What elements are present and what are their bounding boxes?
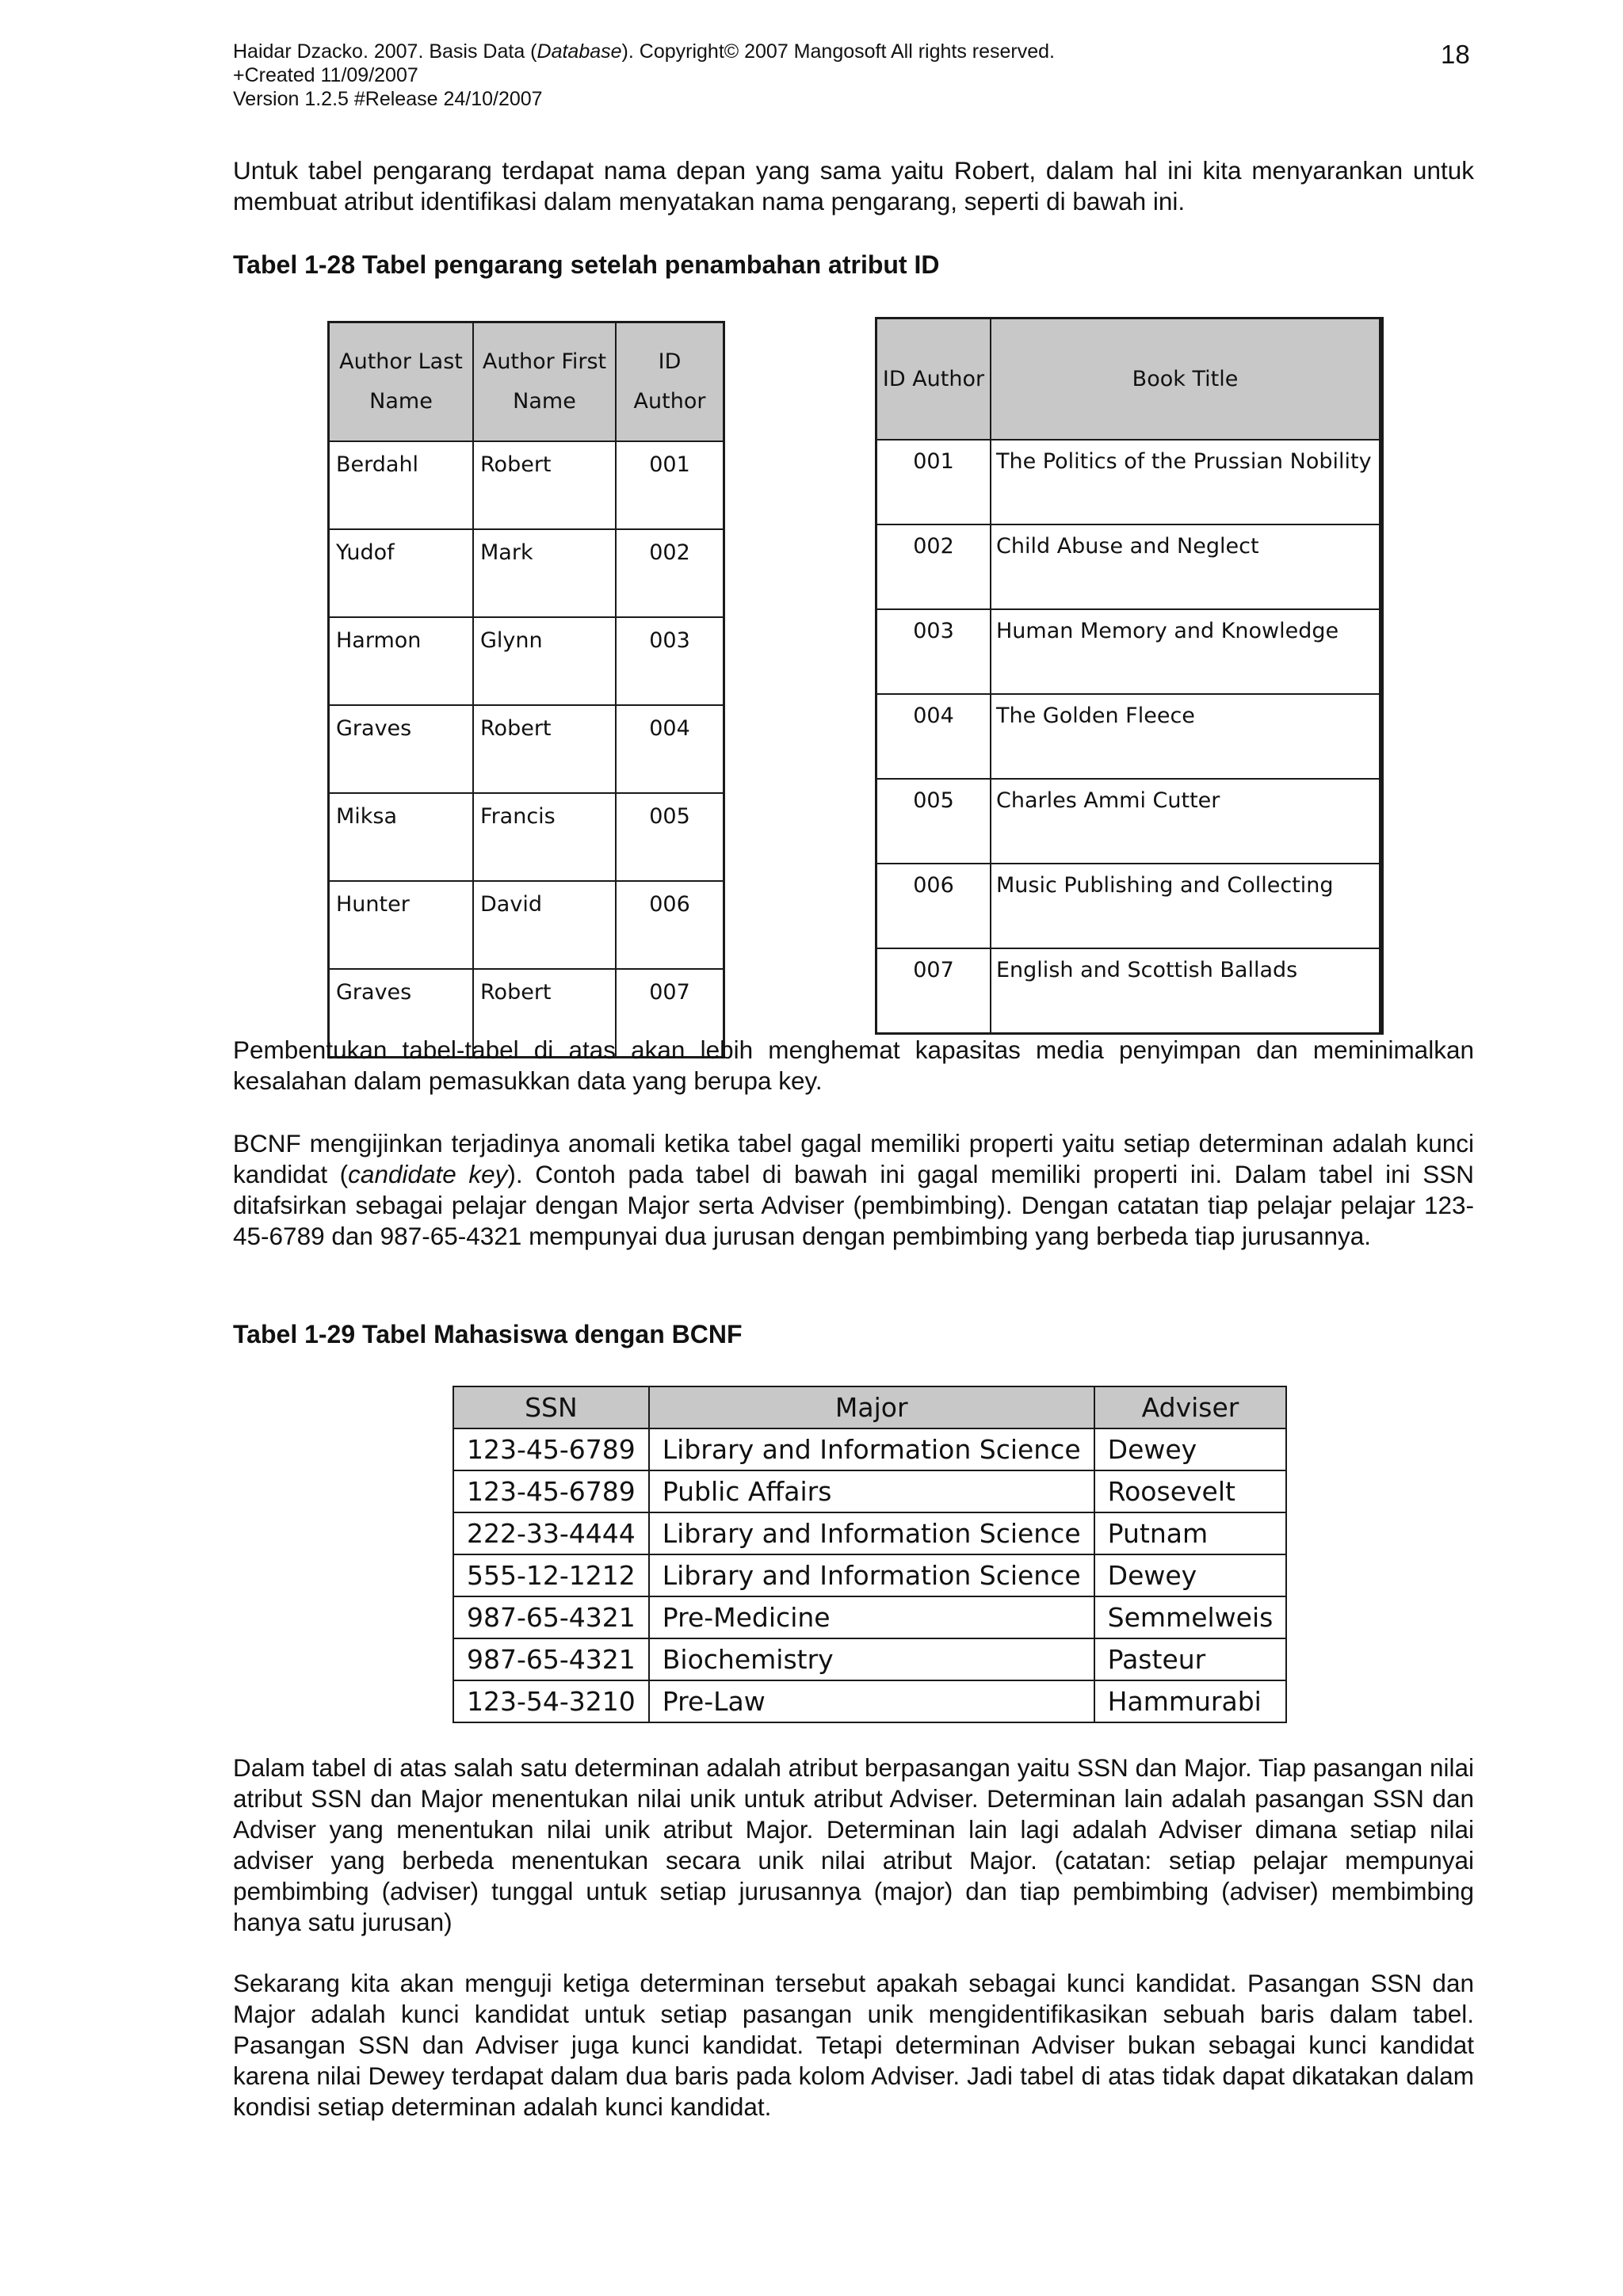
book-id-cell: 007: [876, 948, 991, 1034]
table-row: [329, 617, 724, 705]
id-author-cell: 001: [616, 441, 724, 529]
book-id-cell: 005: [876, 779, 991, 864]
intro-paragraph: Untuk tabel pengarang terdapat nama depan yang sama yaitu Robert, dalam hal ini kita menyarankan untuk membuat atribut identifikasi dalam menyatakan nama pengarang, seperti di bawah ini.: [233, 156, 1474, 215]
major-cell: Library and Information Science: [649, 1512, 1094, 1554]
author-last-name-header: Author Last Name: [329, 322, 474, 442]
major-header: Major: [649, 1386, 1094, 1428]
table-row: [453, 1638, 1286, 1680]
author-first-name-cell: Francis: [473, 793, 616, 881]
author-first-name-cell: Robert: [473, 969, 616, 1058]
table-row: [876, 694, 1382, 779]
table-row: [453, 1554, 1286, 1596]
adviser-header: Adviser: [1094, 1386, 1287, 1428]
ssn-cell: 222-33-4444: [453, 1512, 649, 1554]
table-row: [329, 881, 724, 969]
book-id-cell: 004: [876, 694, 991, 779]
table-row: [453, 1470, 1286, 1512]
author-first-name-cell: Robert: [473, 705, 616, 793]
author-last-name-cell: Graves: [329, 705, 474, 793]
header-version: Version 1.2.5 #Release 24/10/2007: [233, 88, 543, 110]
header-citation: Haidar Dzacko. 2007. Basis Data (Database). Copyright© 2007 Mangosoft All rights reserved.: [233, 40, 1056, 63]
table-row: [876, 524, 1382, 609]
major-cell: Pre-Law: [649, 1680, 1094, 1722]
author-last-name-cell: Miksa: [329, 793, 474, 881]
para-sekarang: Sekarang kita akan menguji ketiga determinan tersebut apakah sebagai kunci kandidat. Pasangan SSN dan Major adalah kunci kandidat untuk setiap pasangan unik mengidentifikasikan sebuah baris dalam tabel. Pasangan SSN dan Adviser juga kunci kandidat. Tetapi determinan Adviser bukan sebagai kunci kandidat karena nilai Dewey terdapat dalam dua baris pada kolom Adviser. Jadi tabel di atas tidak dapat dikatakan dalam kondisi setiap determinan adalah kunci kandidat.: [233, 1969, 1474, 2121]
author-first-name-header: Author First Name: [473, 322, 616, 442]
book-id-cell: 001: [876, 440, 991, 524]
id-author-cell: 006: [616, 881, 724, 969]
header-created: +Created 11/09/2007: [233, 64, 418, 86]
table-row: [453, 1428, 1286, 1470]
table-row: [876, 779, 1382, 864]
table-row: [329, 793, 724, 881]
book-id-author-header: ID Author: [876, 318, 991, 441]
author-table: [327, 321, 725, 1058]
adviser-cell: Roosevelt: [1094, 1470, 1287, 1512]
ssn-cell: 555-12-1212: [453, 1554, 649, 1596]
ssn-cell: 123-45-6789: [453, 1428, 649, 1470]
major-cell: Biochemistry: [649, 1638, 1094, 1680]
ssn-cell: 123-54-3210: [453, 1680, 649, 1722]
id-author-cell: 004: [616, 705, 724, 793]
adviser-cell: Dewey: [1094, 1554, 1287, 1596]
book-title-cell: Human Memory and Knowledge: [991, 609, 1381, 694]
id-author-cell: 005: [616, 793, 724, 881]
page-number: 18: [1441, 40, 1470, 69]
author-table-header-row: [329, 322, 724, 442]
table-row: [876, 948, 1382, 1034]
table-row: [453, 1680, 1286, 1722]
major-cell: Library and Information Science: [649, 1554, 1094, 1596]
book-title-cell: Music Publishing and Collecting: [991, 864, 1381, 948]
major-cell: Library and Information Science: [649, 1428, 1094, 1470]
book-title-cell: The Golden Fleece: [991, 694, 1381, 779]
page-header: [233, 40, 1422, 111]
book-id-cell: 006: [876, 864, 991, 948]
ssn-cell: 987-65-4321: [453, 1638, 649, 1680]
book-title-cell: Charles Ammi Cutter: [991, 779, 1381, 864]
major-cell: Public Affairs: [649, 1470, 1094, 1512]
table-row: [453, 1596, 1286, 1638]
book-title-header: Book Title: [991, 318, 1381, 441]
bcnf-table-header-row: [453, 1386, 1286, 1428]
table-row: [329, 441, 724, 529]
adviser-cell: Pasteur: [1094, 1638, 1287, 1680]
author-first-name-cell: Glynn: [473, 617, 616, 705]
ssn-cell: 123-45-6789: [453, 1470, 649, 1512]
ssn-header: SSN: [453, 1386, 649, 1428]
table-28-caption: Tabel 1-28 Tabel pengarang setelah penambahan atribut ID: [233, 250, 940, 279]
para-pembentukan: Pembentukan tabel-tabel di atas akan lebih menghemat kapasitas media penyimpan dan meminimalkan kesalahan dalam pemasukkan data yang berupa key.: [233, 1035, 1474, 1095]
id-author-cell: 007: [616, 969, 724, 1058]
author-first-name-cell: Robert: [473, 441, 616, 529]
book-title-cell: Child Abuse and Neglect: [991, 524, 1381, 609]
book-id-cell: 002: [876, 524, 991, 609]
adviser-cell: Putnam: [1094, 1512, 1287, 1554]
major-cell: Pre-Medicine: [649, 1596, 1094, 1638]
author-last-name-cell: Berdahl: [329, 441, 474, 529]
table-row: [876, 440, 1382, 524]
id-author-cell: 003: [616, 617, 724, 705]
table-row: [876, 864, 1382, 948]
table-row: [453, 1512, 1286, 1554]
author-first-name-cell: Mark: [473, 529, 616, 617]
id-author-header: ID Author: [616, 322, 724, 442]
book-title-cell: English and Scottish Ballads: [991, 948, 1381, 1034]
adviser-cell: Hammurabi: [1094, 1680, 1287, 1722]
book-id-cell: 003: [876, 609, 991, 694]
adviser-cell: Dewey: [1094, 1428, 1287, 1470]
table-row: [876, 609, 1382, 694]
author-last-name-cell: Graves: [329, 969, 474, 1058]
adviser-cell: Semmelweis: [1094, 1596, 1287, 1638]
table-row: [329, 529, 724, 617]
book-table-header-row: [876, 318, 1382, 441]
id-author-cell: 002: [616, 529, 724, 617]
table-29-caption: Tabel 1-29 Tabel Mahasiswa dengan BCNF: [233, 1320, 743, 1348]
author-last-name-cell: Harmon: [329, 617, 474, 705]
bcnf-table: [453, 1386, 1287, 1723]
author-last-name-cell: Yudof: [329, 529, 474, 617]
book-title-cell: The Politics of the Prussian Nobility: [991, 440, 1381, 524]
ssn-cell: 987-65-4321: [453, 1596, 649, 1638]
book-table: [875, 317, 1384, 1035]
para-determinan: Dalam tabel di atas salah satu determinan adalah atribut berpasangan yaitu SSN dan Major. Tiap pasangan nilai atribut SSN dan Major menentukan nilai unik untuk atribut Adviser. Determinan lain adalah pasangan SSN dan Adviser yang menentukan nilai unik atribut Major. Determinan lain lagi adalah Adviser dimana setiap nilai adviser yang berbeda menentukan secara unik nilai atribut Major. (catatan: setiap pelajar mempunyai pembimbing (adviser) tunggal untuk setiap jurusannya (major) dan tiap pembimbing (adviser) membimbing hanya satu jurusan): [233, 1753, 1474, 1936]
table-row: [329, 705, 724, 793]
author-first-name-cell: David: [473, 881, 616, 969]
para-bcnf: BCNF mengijinkan terjadinya anomali ketika tabel gagal memiliki properti yaitu setiap determinan adalah kunci kandidat (candidate key). Contoh pada tabel di bawah ini gagal memiliki properti ini. Dalam tabel ini SSN ditafsirkan sebagai pelajar dengan Major serta Adviser (pembimbing). Dengan catatan tiap pelajar pelajar 123-45-6789 dan 987-65-4321 mempunyai dua jurusan dengan pembimbing yang berbeda tiap jurusannya.: [233, 1129, 1474, 1250]
author-last-name-cell: Hunter: [329, 881, 474, 969]
